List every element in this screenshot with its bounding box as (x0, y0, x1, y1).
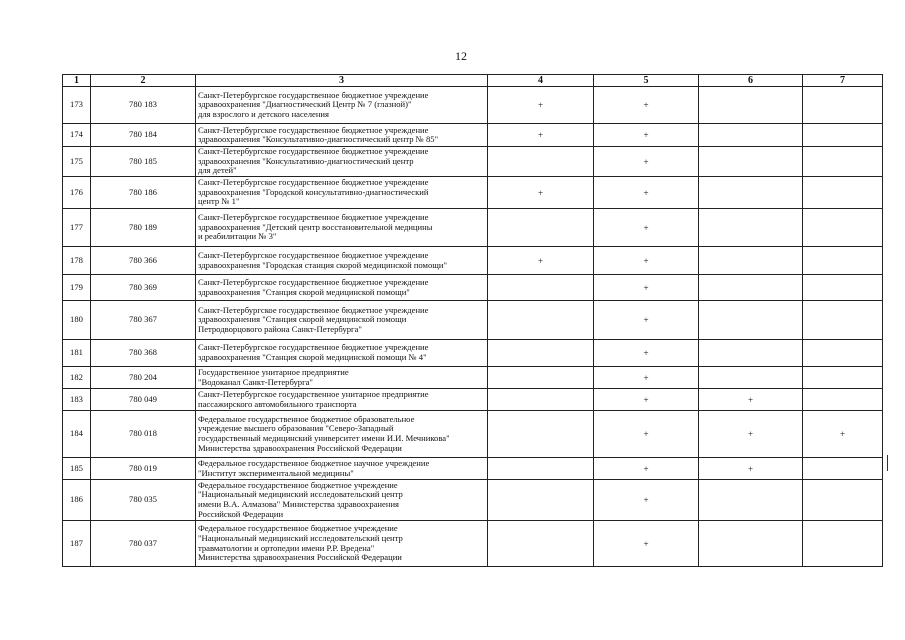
table-row (63, 411, 883, 458)
col-4-mark: + (488, 177, 594, 209)
col-7-mark (803, 301, 883, 340)
header-col-4: 4 (488, 75, 594, 87)
col-4-mark (488, 521, 594, 567)
org-code: 780 037 (91, 521, 196, 567)
row-number: 185 (63, 458, 91, 480)
col-5-mark: + (594, 247, 699, 275)
header-col-5: 5 (594, 75, 699, 87)
table-row (63, 340, 883, 367)
org-name: Федеральное государственное бюджетное научное учреждение "Институт экспериментальной медицины" (196, 458, 488, 480)
col-7-mark: + (803, 411, 883, 458)
org-code: 780 366 (91, 247, 196, 275)
table-row (63, 124, 883, 147)
col-4-mark (488, 147, 594, 177)
col-7-mark (803, 521, 883, 567)
row-number: 180 (63, 301, 91, 340)
col-6-mark (699, 124, 803, 147)
col-5-mark: + (594, 340, 699, 367)
row-number: 174 (63, 124, 91, 147)
row-number: 173 (63, 87, 91, 124)
col-6-mark (699, 340, 803, 367)
registry-table (62, 74, 883, 567)
col-4-mark: + (488, 124, 594, 147)
col-5-mark: + (594, 147, 699, 177)
col-6-mark (699, 301, 803, 340)
col-7-mark (803, 480, 883, 521)
table-row (63, 480, 883, 521)
col-6-mark (699, 521, 803, 567)
col-4-mark (488, 209, 594, 247)
col-7-mark (803, 87, 883, 124)
col-7-mark (803, 458, 883, 480)
row-number: 187 (63, 521, 91, 567)
org-name: Санкт-Петербургское государственное бюджетное учреждение здравоохранения "Городская станция скорой медицинской помощи" (196, 247, 488, 275)
col-7-mark (803, 340, 883, 367)
table-row (63, 275, 883, 301)
col-4-mark (488, 301, 594, 340)
col-6-mark: + (699, 389, 803, 411)
org-name: Санкт-Петербургское государственное унитарное предприятие пассажирского автомобильного транспорта (196, 389, 488, 411)
org-code: 780 019 (91, 458, 196, 480)
col-5-mark: + (594, 301, 699, 340)
col-6-mark (699, 177, 803, 209)
col-5-mark: + (594, 367, 699, 389)
col-6-mark (699, 87, 803, 124)
org-code: 780 369 (91, 275, 196, 301)
table-row (63, 177, 883, 209)
header-row (63, 75, 883, 87)
table-row (63, 87, 883, 124)
org-name: Санкт-Петербургское государственное бюджетное учреждение здравоохранения "Станция скорой медицинской помощи Петродворцового района Санкт-Петербурга" (196, 301, 488, 340)
org-name: Санкт-Петербургское государственное бюджетное учреждение здравоохранения "Станция скорой медицинской помощи № 4" (196, 340, 488, 367)
org-name: Санкт-Петербургское государственное бюджетное учреждение здравоохранения "Детский центр восстановительной медицины и реабилитации № 3" (196, 209, 488, 247)
row-number: 181 (63, 340, 91, 367)
col-4-mark (488, 340, 594, 367)
margin-mark (887, 455, 888, 471)
col-6-mark (699, 147, 803, 177)
table-row (63, 247, 883, 275)
org-code: 780 368 (91, 340, 196, 367)
col-4-mark: + (488, 247, 594, 275)
org-name: Федеральное государственное бюджетное образовательное учреждение высшего образования "Северо-Западный государственный медицинский университет имени И.И. Мечникова" Министерства здравоохранения Российской Федерации (196, 411, 488, 458)
header-col-1: 1 (63, 75, 91, 87)
row-number: 178 (63, 247, 91, 275)
org-code: 780 186 (91, 177, 196, 209)
row-number: 186 (63, 480, 91, 521)
col-5-mark: + (594, 389, 699, 411)
col-7-mark (803, 247, 883, 275)
col-4-mark (488, 367, 594, 389)
table-row (63, 301, 883, 340)
org-code: 780 367 (91, 301, 196, 340)
header-col-7: 7 (803, 75, 883, 87)
col-5-mark: + (594, 177, 699, 209)
col-4-mark (488, 275, 594, 301)
row-number: 182 (63, 367, 91, 389)
col-6-mark (699, 480, 803, 521)
org-code: 780 183 (91, 87, 196, 124)
col-6-mark (699, 367, 803, 389)
col-4-mark: + (488, 87, 594, 124)
header-col-2: 2 (91, 75, 196, 87)
org-name: Санкт-Петербургское государственное бюджетное учреждение здравоохранения "Станция скорой медицинской помощи" (196, 275, 488, 301)
col-7-mark (803, 147, 883, 177)
org-code: 780 204 (91, 367, 196, 389)
col-7-mark (803, 177, 883, 209)
org-code: 780 035 (91, 480, 196, 521)
header-col-6: 6 (699, 75, 803, 87)
col-7-mark (803, 209, 883, 247)
col-5-mark: + (594, 87, 699, 124)
org-name: Санкт-Петербургское государственное бюджетное учреждение здравоохранения "Городской консультативно-диагностический центр № 1" (196, 177, 488, 209)
col-5-mark: + (594, 521, 699, 567)
row-number: 175 (63, 147, 91, 177)
org-name: Федеральное государственное бюджетное учреждение "Национальный медицинский исследовательский центр имени В.А. Алмазова" Министерства здравоохранения Российской Федерации (196, 480, 488, 521)
table-row (63, 389, 883, 411)
col-7-mark (803, 367, 883, 389)
col-7-mark (803, 389, 883, 411)
col-5-mark: + (594, 458, 699, 480)
col-4-mark (488, 389, 594, 411)
col-6-mark (699, 275, 803, 301)
col-7-mark (803, 124, 883, 147)
row-number: 184 (63, 411, 91, 458)
col-4-mark (488, 480, 594, 521)
page-number: 12 (455, 49, 467, 63)
row-number: 176 (63, 177, 91, 209)
row-number: 179 (63, 275, 91, 301)
org-code: 780 189 (91, 209, 196, 247)
col-4-mark (488, 411, 594, 458)
table-row (63, 209, 883, 247)
col-5-mark: + (594, 480, 699, 521)
col-6-mark: + (699, 411, 803, 458)
org-name: Санкт-Петербургское государственное бюджетное учреждение здравоохранения "Консультативно-диагностический центр для детей" (196, 147, 488, 177)
col-5-mark: + (594, 209, 699, 247)
org-code: 780 049 (91, 389, 196, 411)
col-5-mark: + (594, 275, 699, 301)
col-6-mark (699, 247, 803, 275)
col-6-mark: + (699, 458, 803, 480)
col-7-mark (803, 275, 883, 301)
col-6-mark (699, 209, 803, 247)
org-code: 780 018 (91, 411, 196, 458)
table-row (63, 458, 883, 480)
org-name: Государственное унитарное предприятие "Водоканал Санкт-Петербурга" (196, 367, 488, 389)
org-name: Санкт-Петербургское государственное бюджетное учреждение здравоохранения "Диагностический Центр № 7 (глазной)" для взрослого и детского населения (196, 87, 488, 124)
row-number: 177 (63, 209, 91, 247)
org-name: Санкт-Петербургское государственное бюджетное учреждение здравоохранения "Консультативно-диагностический центр № 85" (196, 124, 488, 147)
table-row (63, 147, 883, 177)
col-5-mark: + (594, 411, 699, 458)
row-number: 183 (63, 389, 91, 411)
col-4-mark (488, 458, 594, 480)
org-code: 780 184 (91, 124, 196, 147)
org-name: Федеральное государственное бюджетное учреждение "Национальный медицинский исследовательский центр травматологии и ортопедии имени Р.Р. Вредена" Министерства здравоохранения Российской Федерации (196, 521, 488, 567)
header-col-3: 3 (196, 75, 488, 87)
col-5-mark: + (594, 124, 699, 147)
table-row (63, 521, 883, 567)
org-code: 780 185 (91, 147, 196, 177)
table-row (63, 367, 883, 389)
